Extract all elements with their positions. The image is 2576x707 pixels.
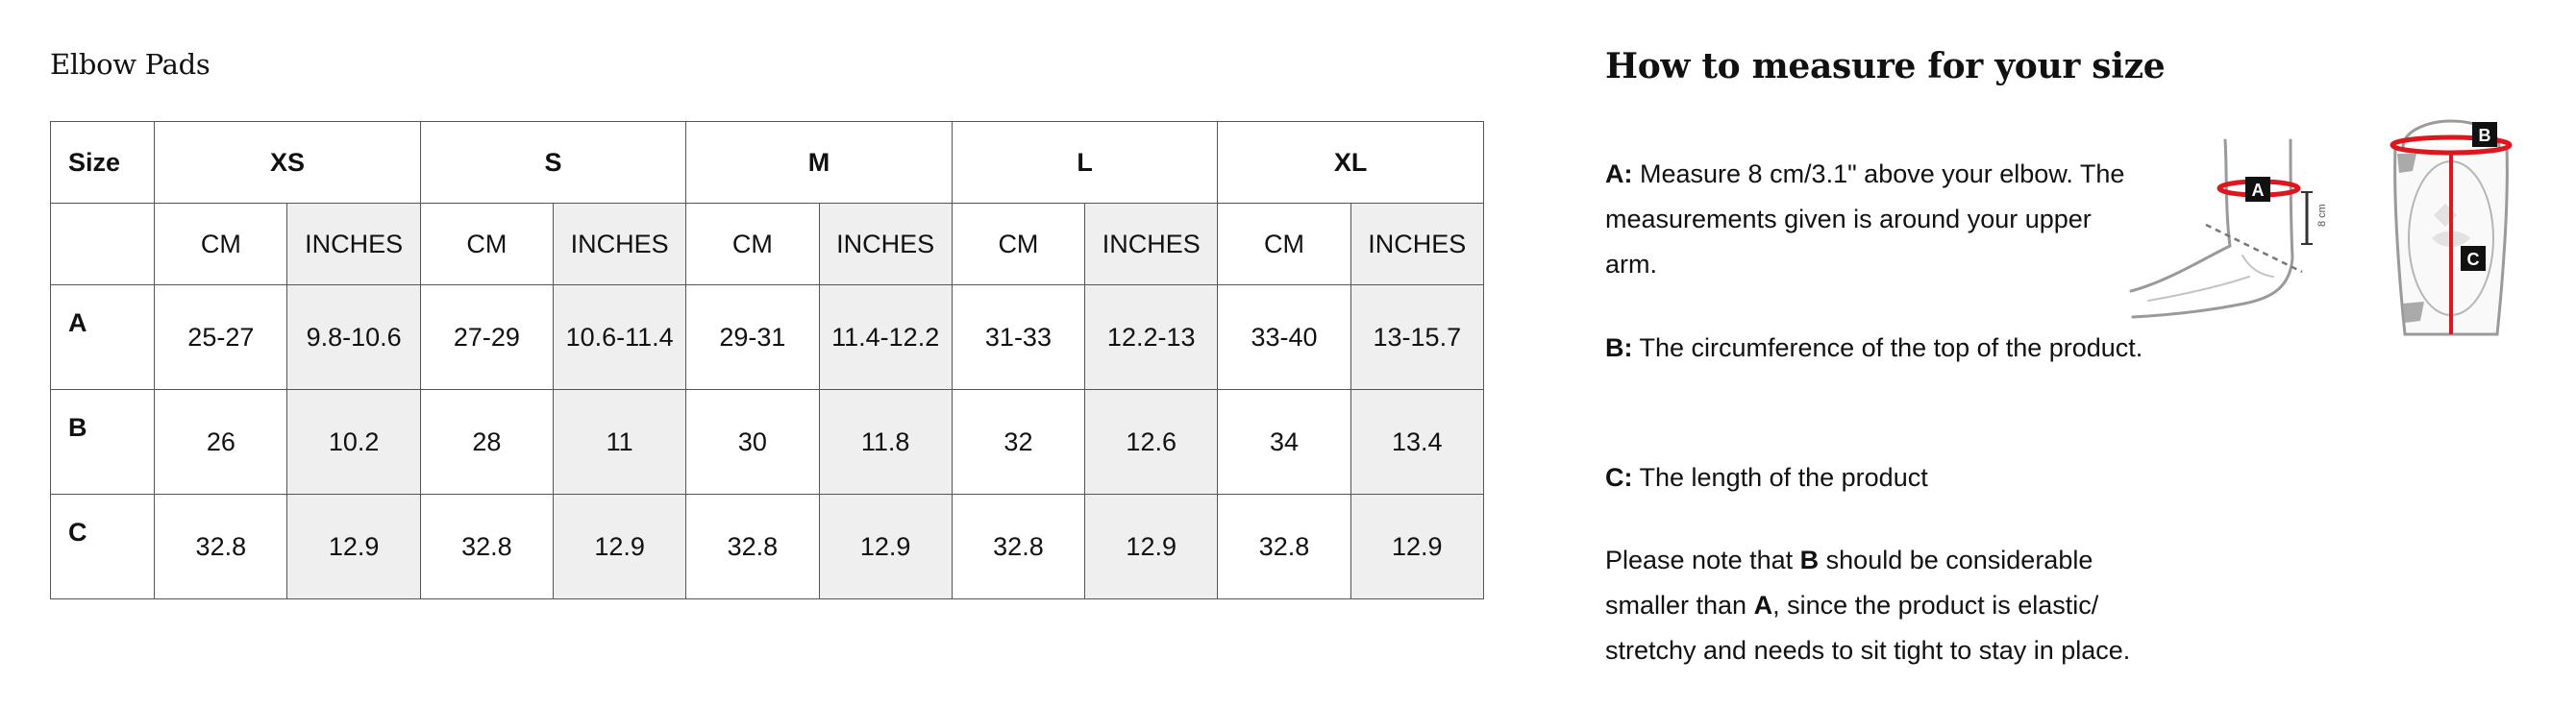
text-b: The circumference of the top of the product. [1632, 333, 2143, 362]
cell-c-xs-inches: 12.9 [287, 495, 420, 599]
cell-a-l-inches: 12.2-13 [1085, 285, 1218, 390]
size-column-header: Size [51, 122, 155, 204]
cell-a-xl-inches: 13-15.7 [1350, 285, 1483, 390]
cell-c-xs-cm: 32.8 [155, 495, 287, 599]
note-a: A [1753, 591, 1773, 620]
cell-c-l-cm: 32.8 [952, 495, 1084, 599]
cell-c-xl-inches: 12.9 [1350, 495, 1483, 599]
cell-b-xl-inches: 13.4 [1350, 390, 1483, 495]
size-header-s: S [420, 122, 686, 204]
cell-a-m-inches: 11.4-12.2 [819, 285, 952, 390]
cell-c-s-cm: 32.8 [420, 495, 553, 599]
unit-header-inches: INCHES [554, 204, 686, 285]
cell-a-xs-inches: 9.8-10.6 [287, 285, 420, 390]
unit-header-inches: INCHES [1085, 204, 1218, 285]
table-row-a [51, 285, 1484, 390]
unit-header-cm: CM [155, 204, 287, 285]
cell-c-m-cm: 32.8 [686, 495, 819, 599]
unit-header-empty [51, 204, 155, 285]
cell-c-xl-cm: 32.8 [1218, 495, 1350, 599]
cell-b-m-inches: 11.8 [819, 390, 952, 495]
measure-instruction-a [1605, 152, 2143, 287]
measure-instruction-b [1605, 326, 2143, 371]
cell-a-xs-cm: 25-27 [155, 285, 287, 390]
pad-measurement-diagram [2384, 115, 2523, 346]
unit-header-cm: CM [952, 204, 1084, 285]
unit-header-inches: INCHES [819, 204, 952, 285]
size-header-xl: XL [1218, 122, 1484, 204]
cell-b-l-inches: 12.6 [1085, 390, 1218, 495]
unit-header-cm: CM [686, 204, 819, 285]
unit-header-cm: CM [1218, 204, 1350, 285]
table-row-c [51, 495, 1484, 599]
unit-header-inches: INCHES [287, 204, 420, 285]
note-b: B [1799, 546, 1820, 574]
cell-b-l-cm: 32 [952, 390, 1084, 495]
arm-measurement-diagram [2129, 133, 2365, 325]
cell-a-s-cm: 27-29 [420, 285, 553, 390]
cell-b-xs-inches: 10.2 [287, 390, 420, 495]
cell-a-l-cm: 31-33 [952, 285, 1084, 390]
size-header-l: L [952, 122, 1218, 204]
note-post: , since the product is elastic/ stretchy and needs to sit tight to stay in place. [1605, 591, 2131, 665]
measure-title: How to measure for your size [1605, 46, 2166, 86]
cell-b-xl-cm: 34 [1218, 390, 1350, 495]
size-chart-table [50, 121, 1484, 599]
note-mid: should be considerable smaller than [1605, 546, 2093, 620]
unit-header-inches: INCHES [1350, 204, 1483, 285]
size-header-m: M [686, 122, 953, 204]
cell-c-m-inches: 12.9 [819, 495, 952, 599]
unit-header-cm: CM [420, 204, 553, 285]
size-header-row [51, 122, 1484, 204]
marker-c: C [2466, 250, 2480, 269]
marker-a: A [2251, 181, 2265, 200]
cell-c-l-inches: 12.9 [1085, 495, 1218, 599]
marker-b: B [2478, 126, 2491, 145]
row-key-a: A [51, 285, 155, 390]
measure-instruction-c [1605, 455, 2143, 500]
size-note [1605, 538, 2143, 673]
cell-a-xl-cm: 33-40 [1218, 285, 1350, 390]
size-header-xs: XS [155, 122, 421, 204]
cell-b-xs-cm: 26 [155, 390, 287, 495]
label-a: A: [1605, 159, 1633, 188]
label-c: C: [1605, 463, 1633, 492]
cell-a-s-inches: 10.6-11.4 [554, 285, 686, 390]
unit-header-row [51, 204, 1484, 285]
table-title: Elbow Pads [50, 48, 211, 81]
text-c: The length of the product [1632, 463, 1928, 492]
cell-a-m-cm: 29-31 [686, 285, 819, 390]
row-key-c: C [51, 495, 155, 599]
row-key-b: B [51, 390, 155, 495]
dimension-label: 8 cm [2316, 204, 2328, 227]
cell-b-s-inches: 11 [554, 390, 686, 495]
cell-c-s-inches: 12.9 [554, 495, 686, 599]
note-pre: Please note that [1605, 546, 1800, 574]
text-a: Measure 8 cm/3.1" above your elbow. The measurements given is around your upper arm. [1605, 159, 2125, 279]
table-row-b [51, 390, 1484, 495]
cell-b-s-cm: 28 [420, 390, 553, 495]
label-b: B: [1605, 333, 1633, 362]
cell-b-m-cm: 30 [686, 390, 819, 495]
